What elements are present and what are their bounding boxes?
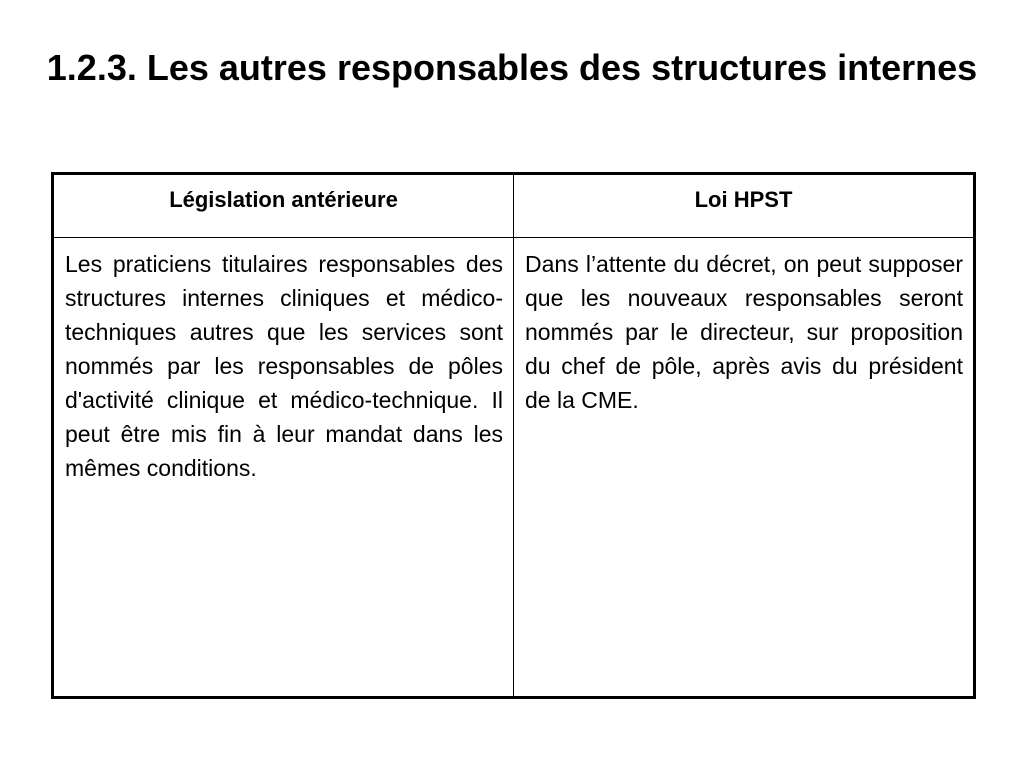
table-header-row: [53, 174, 975, 238]
comparison-table: [51, 172, 976, 699]
slide-title: 1.2.3. Les autres responsables des structures internes: [46, 47, 978, 88]
column-header-legislation-anterieure: Législation antérieure: [53, 174, 514, 238]
cell-loi-hpst: Dans l’attente du décret, on peut supposer que les nouveaux responsables seront nommés par le directeur, sur proposition du chef de pôle, après avis du président de la CME.: [514, 238, 975, 698]
cell-legislation-anterieure: Les praticiens titulaires responsables des structures internes cliniques et médico-techniques autres que les services sont nommés par les responsables de pôles d'activité clinique et médico-technique. Il peut être mis fin à leur mandat dans les mêmes conditions.: [53, 238, 514, 698]
table-row: [53, 238, 975, 698]
column-header-loi-hpst: Loi HPST: [514, 174, 975, 238]
